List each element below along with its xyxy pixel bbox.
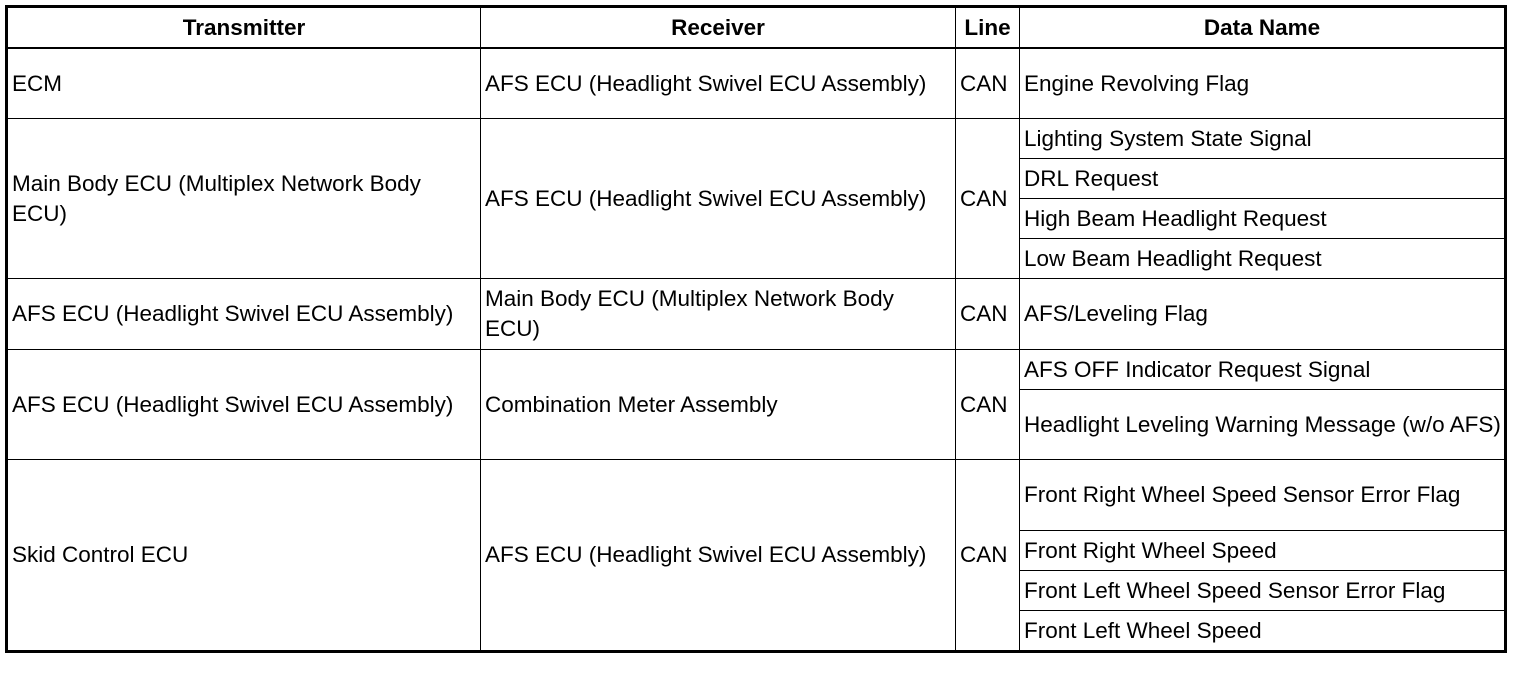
receiver-cell: AFS ECU (Headlight Swivel ECU Assembly) — [481, 48, 956, 119]
line-cell: CAN — [956, 350, 1020, 460]
data-name-cell: Headlight Leveling Warning Message (w/o AFS) — [1020, 390, 1506, 460]
receiver-cell: AFS ECU (Headlight Swivel ECU Assembly) — [481, 119, 956, 279]
transmitter-cell: AFS ECU (Headlight Swivel ECU Assembly) — [7, 279, 481, 350]
line-cell: CAN — [956, 279, 1020, 350]
table-row — [7, 460, 1506, 531]
data-name-cell: Low Beam Headlight Request — [1020, 239, 1506, 279]
data-name-cell: AFS OFF Indicator Request Signal — [1020, 350, 1506, 390]
can-communication-table — [5, 5, 1507, 653]
data-name-cell: Front Left Wheel Speed Sensor Error Flag — [1020, 571, 1506, 611]
header-data-name: Data Name — [1020, 7, 1506, 49]
header-row — [7, 7, 1506, 49]
line-cell: CAN — [956, 460, 1020, 652]
line-cell: CAN — [956, 48, 1020, 119]
header-line: Line — [956, 7, 1020, 49]
receiver-cell: Main Body ECU (Multiplex Network Body ECU) — [481, 279, 956, 350]
data-name-cell: Front Right Wheel Speed — [1020, 531, 1506, 571]
line-cell: CAN — [956, 119, 1020, 279]
receiver-cell: Combination Meter Assembly — [481, 350, 956, 460]
transmitter-cell: Main Body ECU (Multiplex Network Body ECU) — [7, 119, 481, 279]
transmitter-cell: AFS ECU (Headlight Swivel ECU Assembly) — [7, 350, 481, 460]
data-name-cell: Engine Revolving Flag — [1020, 48, 1506, 119]
transmitter-cell: ECM — [7, 48, 481, 119]
table-row — [7, 350, 1506, 390]
table-row — [7, 119, 1506, 159]
data-name-cell: DRL Request — [1020, 159, 1506, 199]
header-receiver: Receiver — [481, 7, 956, 49]
table-row — [7, 279, 1506, 350]
data-name-cell: AFS/Leveling Flag — [1020, 279, 1506, 350]
data-name-cell: Front Left Wheel Speed — [1020, 611, 1506, 652]
receiver-cell: AFS ECU (Headlight Swivel ECU Assembly) — [481, 460, 956, 652]
table-row — [7, 48, 1506, 119]
data-name-cell: Front Right Wheel Speed Sensor Error Flag — [1020, 460, 1506, 531]
header-transmitter: Transmitter — [7, 7, 481, 49]
transmitter-cell: Skid Control ECU — [7, 460, 481, 652]
can-communication-table-wrapper — [5, 5, 1507, 653]
data-name-cell: High Beam Headlight Request — [1020, 199, 1506, 239]
data-name-cell: Lighting System State Signal — [1020, 119, 1506, 159]
